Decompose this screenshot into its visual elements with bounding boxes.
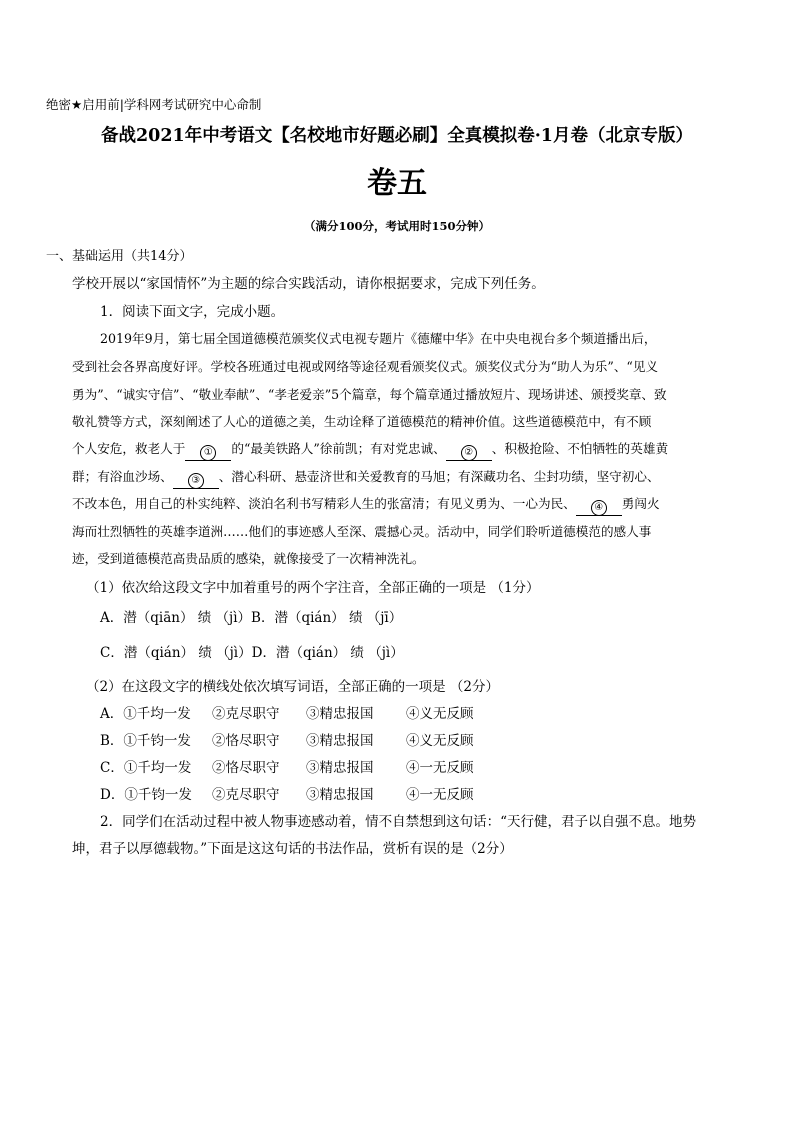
passage-line-6-part-a: 群；有浴血沙场、: [72, 469, 173, 484]
option-d-word-4: ④一无反顾: [406, 787, 474, 803]
passage-line-2: 受到社会各界高度好评。学校各班通过电视或网络等途径观看颁奖仪式。颁奖仪式分为“助人为乐”、“见义: [72, 359, 659, 374]
section-title: 一、基础运用（共14分）: [46, 249, 193, 264]
question-1-2-option-b: [100, 729, 474, 749]
option-a-word-2: ②克尽职守: [212, 706, 280, 722]
passage-line-9: 迹，受到道德模范高贵品质的感染，就像接受了一次精神洗礼。: [72, 551, 425, 566]
question-2-line-2: 坤，君子以厚德载物。”下面是这这句话的书法作品，赏析有误的是（2分）: [72, 841, 513, 857]
blank-1: [185, 444, 231, 461]
blank-3: [173, 472, 219, 489]
option-c-word-1: C．①千均一发: [100, 760, 192, 776]
header-note: 绝密★启用前|学科网考试研究中心命制: [46, 97, 262, 112]
question-1-1-options-ab: A．潜（qiān） 绩 （jì）B．潜（qián） 绩 （jī）: [100, 610, 403, 626]
passage-line-6: [72, 466, 660, 489]
question-2-line-1: 2．同学们在活动过程中被人物事迹感动着，情不自禁想到这句话：“天行健，君子以自强不息。地势: [100, 814, 696, 830]
option-b-word-4: ④义无反顾: [406, 733, 474, 749]
passage-line-6-part-b: 、潜心科研、悬壶济世和关爱教育的马旭；有深藏功名、尘封功绩，坚守初心、: [218, 469, 660, 484]
blank-3-number: ③: [188, 473, 204, 489]
passage-line-7-part-b: 勇闯火: [621, 496, 660, 511]
option-c-word-3: ③精忠报国: [306, 760, 374, 776]
passage-line-7-part-a: 不改本色，用自己的朴实纯粹、淡泊名利书写精彩人生的张富清；有见义勇为、一心为民、: [72, 496, 576, 511]
blank-1-number: ①: [200, 445, 216, 461]
passage-line-5: [72, 438, 668, 461]
option-c-word-2: ②恪尽职守: [212, 760, 280, 776]
exam-subtitle: 卷五: [367, 166, 427, 201]
question-1-2-option-a: [100, 702, 474, 722]
option-b-word-1: B．①千钧一发: [100, 733, 191, 749]
passage-line-5-part-c: 、积极抢险、不怕牺牲的英雄黄: [491, 441, 669, 456]
passage-line-3: 勇为”、“诚实守信”、“敬业奉献”、“孝老爱亲”5个篇章，每个篇章通过播放短片、现场讲述、颁授奖章、致: [72, 387, 667, 402]
question-1-2-option-c: [100, 756, 474, 776]
question-1-2-option-d: [100, 783, 474, 803]
option-c-word-4: ④一无反顾: [406, 760, 474, 776]
option-d-word-3: ③精忠报国: [306, 787, 374, 803]
intro-text: 学校开展以“家国情怀”为主题的综合实践活动，请你根据要求，完成下列任务。: [72, 276, 545, 292]
question-1-title: 1．阅读下面文字，完成小题。: [100, 304, 285, 320]
option-b-word-3: ③精忠报国: [306, 733, 374, 749]
blank-2: [446, 444, 492, 461]
question-1-1-stem: （1）依次给这段文字中加着重号的两个字注音，全部正确的一项是 （1分）: [86, 580, 540, 596]
option-b-word-2: ②恪尽职守: [212, 733, 280, 749]
passage-line-8: 海而壮烈牺牲的英雄李道洲……他们的事迹感人至深、震撼心灵。活动中，同学们聆听道德模范的感人事: [72, 524, 652, 539]
score-note: （满分100分，考试用时150分钟）: [303, 219, 490, 233]
passage-line-4: 敬礼赞等方式，深刻阐述了人心的道德之美，生动诠释了道德模范的精神价值。这些道德模范中，有不顾: [72, 414, 652, 429]
option-a-word-4: ④义无反顾: [406, 706, 474, 722]
blank-2-number: ②: [461, 445, 477, 461]
passage-line-7: [72, 493, 660, 516]
option-a-word-3: ③精忠报国: [306, 706, 374, 722]
question-1-2-stem: （2）在这段文字的横线处依次填写词语，全部正确的一项是 （2分）: [86, 679, 499, 695]
blank-4: [576, 499, 622, 516]
blank-4-number: ④: [591, 500, 607, 516]
question-1-1-options-cd: C．潜（qián） 绩 （jì）D．潜（qián） 绩 （jì）: [100, 645, 404, 661]
option-d-word-2: ②克尽职守: [212, 787, 280, 803]
exam-title: 备战2021年中考语文【名校地市好题必刷】全真模拟卷·1月卷（北京专版）: [101, 126, 693, 146]
passage-line-1: 2019年9月，第七届全国道德模范颁奖仪式电视专题片《德耀中华》在中央电视台多个频道播出后，: [100, 331, 657, 346]
passage-line-5-part-a: 个人安危，救老人于: [72, 441, 186, 456]
passage-line-5-part-b: 的“最美铁路人”徐前凯；有对党忠诚、: [231, 441, 446, 456]
option-a-word-1: A．①千均一发: [100, 706, 191, 722]
option-d-word-1: D．①千钧一发: [100, 787, 192, 803]
